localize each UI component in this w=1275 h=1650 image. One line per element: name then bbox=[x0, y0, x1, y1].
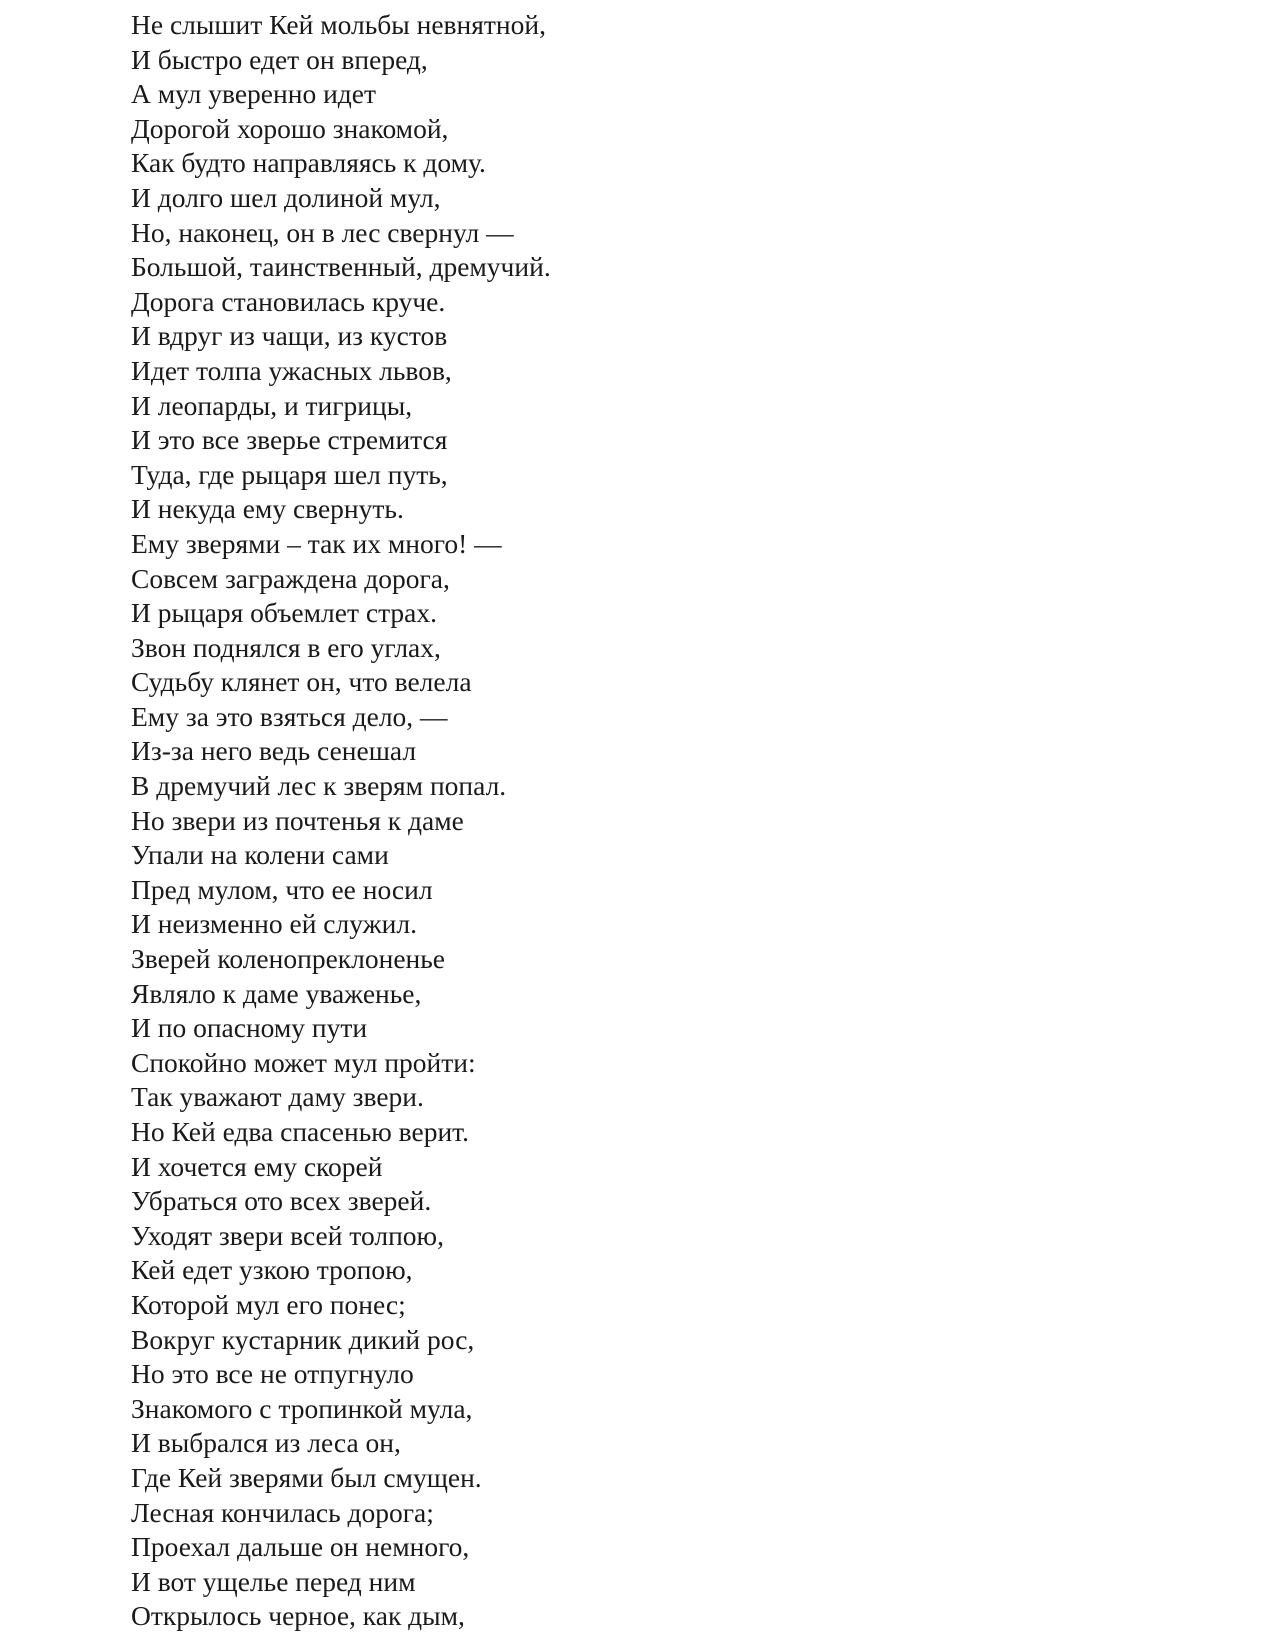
poem-line: Вокруг кустарник дикий рос, bbox=[131, 1323, 475, 1355]
poem-line: И быстро едет он вперед, bbox=[131, 43, 428, 75]
poem-line: И леопарды, и тигрицы, bbox=[131, 389, 413, 421]
poem-line: Ему зверями – так их много! — bbox=[131, 527, 502, 559]
poem-text bbox=[131, 8, 551, 1634]
poem-line: Но это все не отпугнуло bbox=[131, 1358, 414, 1390]
poem-line: Туда, где рыцаря шел путь, bbox=[131, 458, 448, 490]
poem-line: Где Кей зверями был смущен. bbox=[131, 1461, 482, 1493]
poem-line: Уходят звери всей толпою, bbox=[131, 1219, 444, 1251]
poem-line: Зверей коленопреклоненье bbox=[131, 943, 445, 975]
poem-line: И рыцаря объемлет страх. bbox=[131, 597, 438, 629]
poem-line: В дремучий лес к зверям попал. bbox=[131, 770, 507, 802]
poem-line: Которой мул его понес; bbox=[131, 1288, 406, 1320]
poem-line: И выбрался из леса он, bbox=[131, 1427, 401, 1459]
poem-line: И хочется ему скорей bbox=[131, 1150, 383, 1182]
poem-line: Являло к даме уваженье, bbox=[131, 977, 422, 1009]
poem-line: И вдруг из чащи, из кустов bbox=[131, 320, 448, 352]
poem-line: Совсем заграждена дорога, bbox=[131, 562, 450, 594]
poem-line: Но, наконец, он в лес свернул — bbox=[131, 216, 514, 248]
poem-line: Но Кей едва спасенью верит. bbox=[131, 1116, 469, 1147]
poem-line: Пред мулом, что ее носил bbox=[131, 873, 433, 905]
poem-line: Дорога становилась круче. bbox=[131, 285, 446, 317]
poem-line: Из-за него ведь сенешал bbox=[131, 735, 417, 767]
poem-line: Не слышит Кей мольбы невнятной, bbox=[131, 9, 546, 40]
poem-line: И вот ущелье перед ним bbox=[131, 1565, 416, 1597]
poem-line: Упали на колени сами bbox=[131, 839, 389, 871]
poem-line: Как будто направляясь к дому. bbox=[131, 147, 486, 179]
poem-line: И долго шел долиной мул, bbox=[131, 181, 441, 213]
poem-line: Так уважают даму звери. bbox=[131, 1081, 424, 1113]
poem-line: Лесная кончилась дорога; bbox=[131, 1496, 434, 1528]
poem-line: И некуда ему свернуть. bbox=[131, 493, 404, 525]
poem-line: И неизменно ей служил. bbox=[131, 908, 417, 940]
poem-line: Идет толпа ужасных львов, bbox=[131, 354, 452, 386]
poem-line: И это все зверье стремится bbox=[131, 424, 448, 456]
poem-line: А мул уверенно идет bbox=[131, 78, 377, 110]
poem-line: Судьбу клянет он, что велела bbox=[131, 666, 472, 698]
poem-line: Убраться ото всех зверей. bbox=[131, 1185, 432, 1217]
poem-line: Звон поднялся в его углах, bbox=[131, 631, 441, 663]
poem-line: Дорогой хорошо знакомой, bbox=[131, 112, 449, 144]
poem-line: Проехал дальше он немного, bbox=[131, 1531, 470, 1563]
poem-line: И по опасному пути bbox=[131, 1012, 368, 1044]
poem-line: Но звери из почтенья к даме bbox=[131, 804, 464, 836]
poem-line: Спокойно может мул пройти: bbox=[131, 1046, 476, 1078]
poem-line: Кей едет узкою тропою, bbox=[131, 1254, 413, 1286]
poem-line: Ему за это взяться дело, — bbox=[131, 700, 448, 732]
poem-line: Большой, таинственный, дремучий. bbox=[131, 251, 551, 283]
poem-line: Знакомого с тропинкой мула, bbox=[131, 1392, 473, 1424]
poem-line: Открылось черное, как дым, bbox=[131, 1600, 465, 1632]
